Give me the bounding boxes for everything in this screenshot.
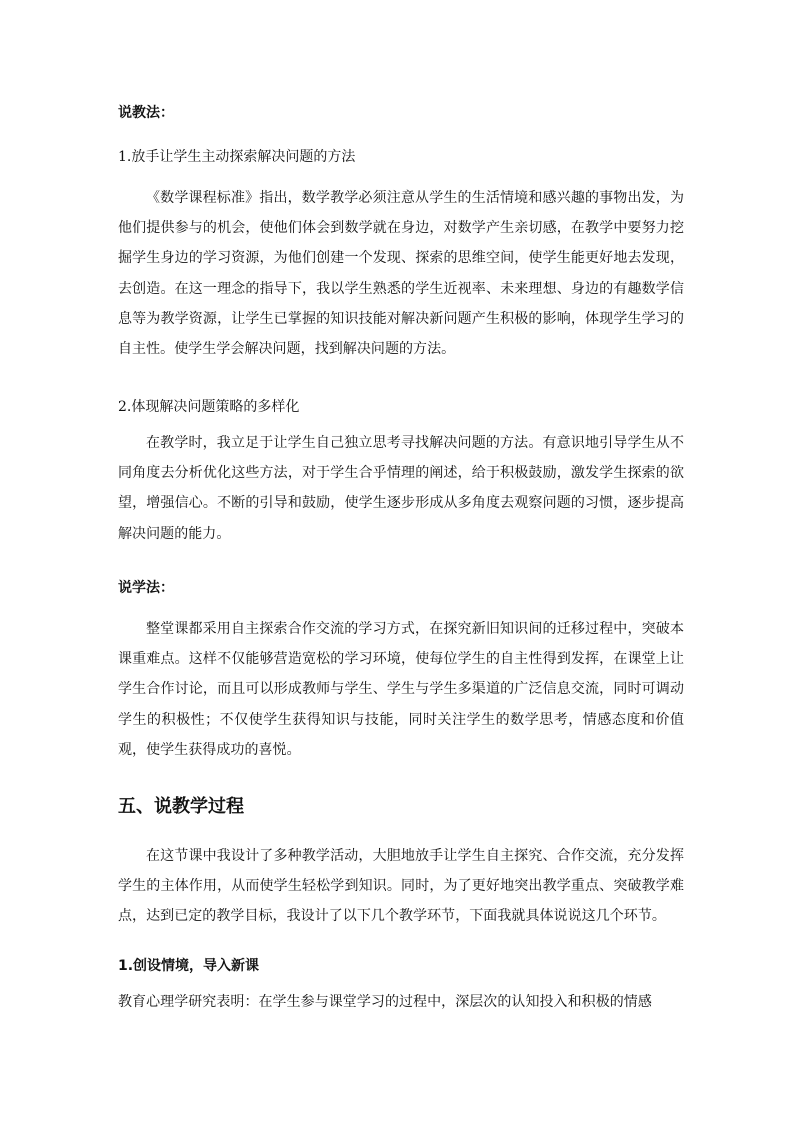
paragraph-curriculum-standard: 《数学课程标准》指出，数学教学必须注意从学生的生活情境和感兴趣的事物出发，为他们提供参与的机会，使他们体会到数学就在身边，对数学产生亲切感，在教学中要努力挖掘学生身边的学习资源，为他们创建一个发现、探索的思维空间，使学生能更好地去发现，去创造。在这一理念的指导下，我以学生熟悉的学生近视率、未来理想、身边的有趣数学信息等为教学资源，让学生已掌握的知识技能对解决新问题产生积极的影响，体现学生学习的自主性。使学生学会解决问题，找到解决问题的方法。	[118, 190, 684, 358]
section-title-teaching-process: 五、说教学过程	[118, 796, 244, 817]
subheading-explore-methods: 1.放手让学生主动探索解决问题的方法	[118, 149, 356, 165]
subheading-strategy-diversity: 2.体现解决问题策略的多样化	[118, 399, 300, 415]
heading-step-create-context: 1.创设情境，导入新课	[118, 958, 260, 974]
paragraph-cooperative-learning: 整堂课都采用自主探索合作交流的学习方式，在探究新旧知识间的迁移过程中，突破本课重难点。这样不仅能够营造宽松的学习环境，使每位学生的自主性得到发挥，在课堂上让学生合作讨论，而且可以形成教师与学生、学生与学生多渠道的广泛信息交流，同时可调动学生的积极性；不仅使学生获得知识与技能，同时关注学生的数学思考，情感态度和价值观，使学生获得成功的喜悦。	[118, 621, 684, 758]
heading-learning-method: 说学法：	[118, 580, 174, 596]
paragraph-educational-psychology: 教育心理学研究表明：在学生参与课堂学习的过程中，深层次的认知投入和积极的情感	[118, 994, 652, 1010]
heading-teaching-method: 说教法：	[118, 105, 174, 121]
paragraph-independent-thinking: 在教学时，我立足于让学生自己独立思考寻找解决问题的方法。有意识地引导学生从不同角度去分析优化这些方法，对于学生合乎情理的阐述，给于积极鼓励，激发学生探索的欲望，增强信心。不断的引导和鼓励，使学生逐步形成从多角度去观察问题的习惯，逐步提高解决问题的能力。	[118, 435, 684, 542]
paragraph-teaching-activities: 在这节课中我设计了多种教学活动，大胆地放手让学生自主探究、合作交流，充分发挥学生的主体作用，从而使学生轻松学到知识。同时，为了更好地突出教学重点、突破教学难点，达到已定的教学目标，我设计了以下几个教学环节，下面我就具体说说这几个环节。	[118, 848, 684, 925]
